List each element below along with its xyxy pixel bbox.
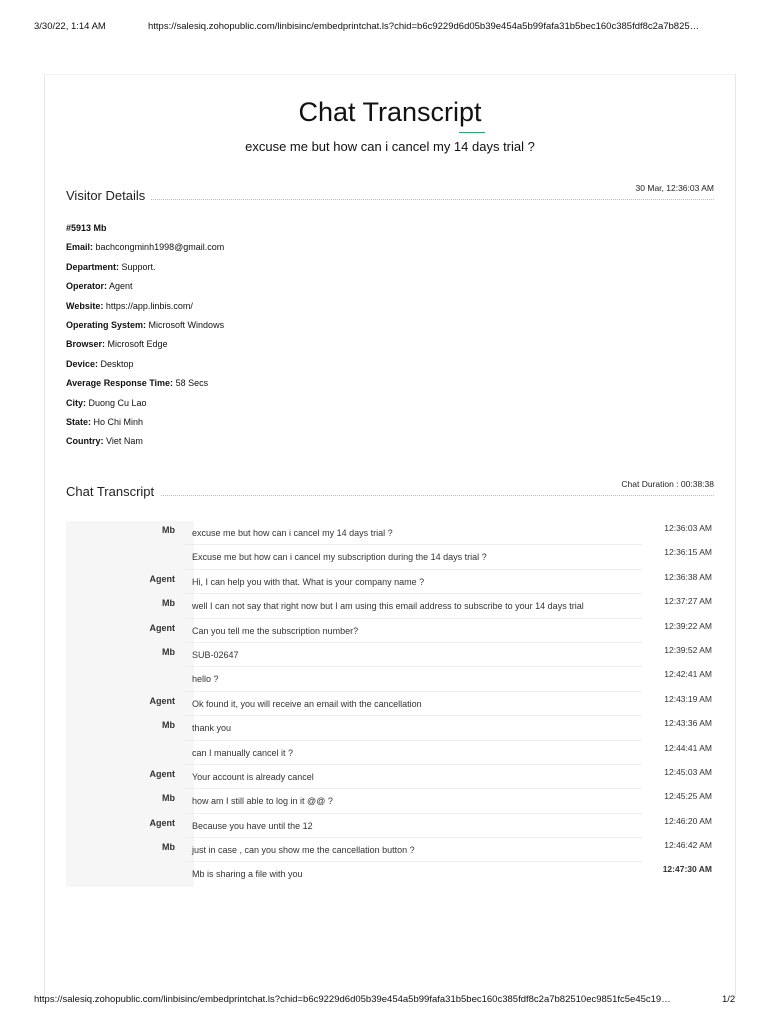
message-time: 12:45:03 AM (664, 766, 712, 777)
chat-duration: Chat Duration : 00:38:38 (621, 479, 714, 489)
message-sender: Mb (162, 598, 175, 609)
message-sender: Mb (162, 525, 175, 535)
visitor-field-value: Agent (109, 281, 133, 292)
message-row (66, 716, 714, 740)
message-row (66, 619, 714, 643)
visitor-field-label: Browser: (66, 339, 106, 350)
transcript-sheet (44, 74, 736, 997)
chat-transcript-header (66, 479, 714, 499)
print-date: 3/30/22, 1:14 AM (34, 21, 106, 32)
message-text: hello ? (192, 674, 219, 685)
visitor-field-row (66, 355, 466, 374)
message-list (66, 521, 714, 887)
visitor-field-row (66, 374, 466, 393)
message-time: 12:39:52 AM (664, 644, 712, 655)
visitor-field-row (66, 277, 466, 296)
message-text: SUB-02647 (192, 649, 239, 660)
message-text: Because you have until the 12 (192, 820, 313, 831)
footer-url[interactable]: https://salesiq.zohopublic.com/linbisinc/embedprintchat.ls?chid=b6c9229d6d05b39e454a5b99fafa31b5bec160c385fdf8c2a7b82510ec9851fc5e45c19… (34, 994, 671, 1005)
message-row (66, 814, 714, 838)
visitor-field-value: Support. (121, 261, 156, 272)
visitor-field-row (66, 413, 466, 432)
visitor-field-row (66, 238, 466, 257)
message-sender: Agent (149, 817, 175, 828)
message-text: well I can not say that right now but I am using this email address to subscribe to your 14 days trial (192, 601, 584, 612)
message-row (66, 570, 714, 594)
page-title: Chat Transcript (298, 97, 482, 127)
message-text: Excuse me but how can i cancel my subscription during the 14 days trial ? (192, 552, 487, 563)
message-text: Mb is sharing a file with you (192, 869, 303, 880)
message-text: can I manually cancel it ? (192, 747, 294, 758)
message-text: Ok found it, you will receive an email with the cancellation (192, 698, 422, 709)
message-time: 12:47:30 AM (662, 864, 712, 875)
chat-question: excuse me but how can i cancel my 14 days trial ? (245, 139, 535, 154)
visitor-id-row (66, 219, 466, 238)
message-time: 12:46:20 AM (664, 815, 712, 826)
message-time: 12:42:41 AM (664, 669, 712, 680)
visitor-field-label: Average Response Time: (66, 378, 174, 389)
visitor-field-value: bachcongminh1998@gmail.com (95, 242, 225, 253)
message-time: 12:39:22 AM (664, 620, 712, 631)
visitor-field-row (66, 432, 466, 451)
message-row (66, 594, 714, 618)
message-time: 12:37:27 AM (664, 596, 712, 607)
visitor-details (66, 219, 466, 452)
message-text: excuse me but how can i cancel my 14 days trial ? (192, 528, 393, 538)
message-row (66, 741, 714, 765)
message-time: 12:43:36 AM (664, 718, 712, 729)
message-row (66, 643, 714, 667)
visitor-field-value: Ho Chi Minh (93, 417, 144, 428)
visitor-field-label: Operator: (66, 281, 108, 292)
message-time: 12:46:42 AM (664, 840, 712, 851)
visitor-field-label: Website: (66, 300, 104, 311)
message-row (66, 692, 714, 716)
message-sender: Mb (162, 720, 175, 731)
message-time: 12:44:41 AM (664, 742, 712, 753)
message-text: Can you tell me the subscription number? (192, 625, 359, 636)
visitor-field-label: City: (66, 397, 86, 408)
visitor-details-heading: Visitor Details (66, 188, 151, 203)
visitor-field-value: Duong Cu Lao (88, 397, 147, 408)
chat-transcript-heading: Chat Transcript (66, 484, 160, 499)
visitor-field-value: 58 Secs (175, 378, 209, 389)
message-row (66, 667, 714, 691)
message-row (66, 545, 714, 569)
message-sender: Mb (162, 793, 175, 804)
message-row (66, 521, 714, 545)
message-row (66, 838, 714, 862)
visitor-field-label: Email: (66, 242, 94, 253)
visitor-field-label: Device: (66, 358, 99, 369)
visitor-field-row (66, 335, 466, 354)
visitor-field-label: State: (66, 417, 92, 428)
dotted-divider (66, 199, 714, 200)
visitor-field-value: Desktop (100, 358, 134, 369)
message-time: 12:43:19 AM (664, 693, 712, 704)
print-url[interactable]: https://salesiq.zohopublic.com/linbisinc/embedprintchat.ls?chid=b6c9229d6d05b39e454a5b99fafa31b5bec160c385fdf8c2a7b825… (148, 21, 700, 32)
message-sender: Mb (162, 842, 175, 853)
visitor-field-label: Operating System: (66, 320, 147, 331)
visitor-field-value: https://app.linbis.com/ (105, 300, 193, 311)
visitor-field-value: Microsoft Edge (107, 339, 168, 350)
message-sender: Agent (149, 573, 175, 584)
visitor-field-row (66, 258, 466, 277)
message-row (66, 765, 714, 789)
visitor-field-row (66, 394, 466, 413)
message-row (66, 862, 714, 886)
visitor-id: #5913 Mb (66, 223, 107, 233)
visitor-field-label: Department: (66, 261, 120, 272)
visitor-details-header (66, 183, 714, 203)
title-accent-line (459, 132, 485, 133)
visitor-field-value: Microsoft Windows (148, 320, 225, 331)
message-text: Hi, I can help you with that. What is your company name ? (192, 576, 425, 587)
print-header (0, 0, 768, 50)
message-text: Your account is already cancel (192, 771, 314, 782)
visitor-fields (66, 238, 466, 451)
message-sender: Agent (149, 768, 175, 779)
message-row (66, 789, 714, 813)
message-sender: Mb (162, 646, 175, 657)
message-text: thank you (192, 723, 232, 734)
dotted-divider (66, 495, 714, 496)
visitor-field-row (66, 297, 466, 316)
message-time: 12:36:15 AM (664, 547, 712, 558)
message-sender: Agent (149, 695, 175, 706)
page-number: 1/2 (722, 994, 736, 1005)
message-text: how am I still able to log in it @@ ? (192, 796, 333, 807)
message-time: 12:45:25 AM (664, 791, 712, 802)
visitor-field-label: Country: (66, 436, 104, 447)
message-sender: Agent (149, 622, 175, 633)
message-text: just in case , can you show me the cancellation button ? (192, 845, 415, 856)
message-time: 12:36:03 AM (664, 523, 712, 533)
visitor-timestamp: 30 Mar, 12:36:03 AM (635, 183, 714, 193)
message-time: 12:36:38 AM (664, 571, 712, 582)
visitor-field-row (66, 316, 466, 335)
visitor-field-value: Viet Nam (106, 436, 143, 447)
